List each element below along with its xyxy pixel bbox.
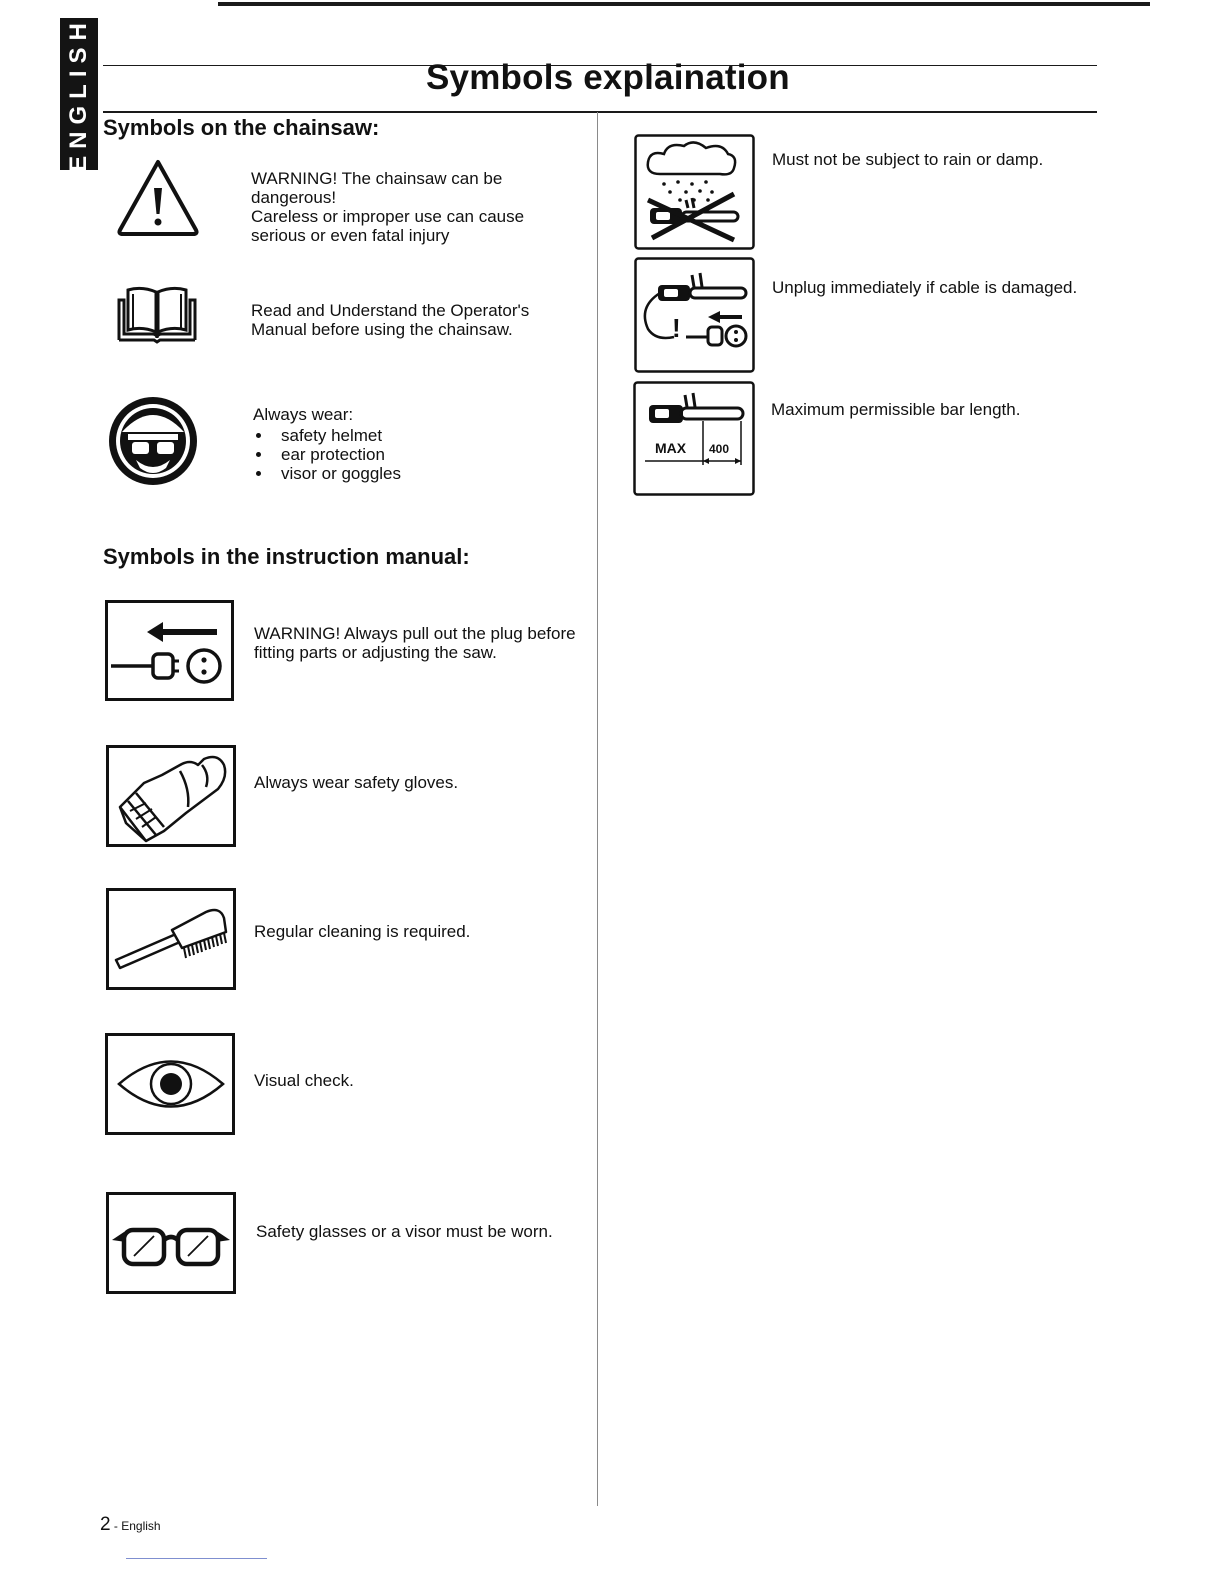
safety-glasses-icon	[106, 1192, 236, 1294]
footer-label: English	[121, 1519, 161, 1533]
manual-item-3-text	[254, 922, 470, 941]
language-tab-label: ENGLISH	[65, 16, 92, 172]
bar-length-value: 400	[709, 442, 730, 456]
no-rain-icon	[634, 134, 755, 250]
language-tab	[60, 18, 98, 170]
manual-item-1-text	[254, 624, 576, 662]
text-line: dangerous!	[251, 188, 337, 207]
text-line: WARNING! The chainsaw can be	[251, 169, 503, 188]
text-line: Visual check.	[254, 1071, 354, 1090]
text-line: Read and Understand the Operator's	[251, 301, 530, 320]
text-line: fitting parts or adjusting the saw.	[254, 643, 497, 662]
page-title: Symbols explaination	[426, 58, 790, 97]
manual-book-icon	[116, 284, 198, 344]
unplug-damaged-cable-icon	[634, 257, 755, 373]
page-footer	[100, 1514, 161, 1536]
chainsaw-item-1-text	[251, 169, 524, 245]
text-line: serious or even fatal injury	[251, 226, 450, 245]
max-bar-length-icon	[633, 381, 755, 496]
right-item-2-text: Unplug immediately if cable is damaged.	[772, 278, 1078, 297]
text-line: Always wear safety gloves.	[254, 773, 459, 792]
protective-gear-icon	[106, 394, 200, 488]
list-item: ear protection	[253, 445, 401, 464]
text-line: Manual before using the chainsaw.	[251, 320, 513, 339]
max-label: MAX	[655, 440, 687, 456]
cleaning-brush-icon	[106, 888, 236, 990]
text-line: Safety glasses or a visor must be worn.	[256, 1222, 553, 1241]
manual-item-2-text	[254, 773, 458, 792]
svg-text:!: !	[672, 313, 681, 343]
footer-rule	[126, 1558, 267, 1559]
right-item-3-text: Maximum permissible bar length.	[771, 400, 1021, 419]
manual-item-4-text	[254, 1071, 354, 1090]
manual-section-heading: Symbols in the instruction manual:	[103, 544, 470, 569]
eye-icon	[105, 1033, 235, 1135]
top-rule	[218, 2, 1150, 6]
protective-gear-list	[253, 426, 401, 483]
text-line: Regular cleaning is required.	[254, 922, 471, 941]
chainsaw-item-2-text	[251, 301, 529, 339]
title-bottom-rule	[103, 111, 1097, 113]
list-item: visor or goggles	[253, 464, 401, 483]
right-item-1-text: Must not be subject to rain or damp.	[772, 150, 1044, 169]
text-line: Always wear:	[253, 405, 354, 424]
text-line: Careless or improper use can cause	[251, 207, 525, 226]
warning-triangle-icon	[116, 158, 200, 236]
footer-separator: -	[110, 1519, 122, 1533]
unplug-icon	[105, 600, 234, 701]
chainsaw-item-3-text	[253, 405, 401, 483]
list-item: safety helmet	[253, 426, 401, 445]
manual-item-5-text	[256, 1222, 553, 1241]
column-divider	[597, 112, 598, 1506]
text-line: WARNING! Always pull out the plug before	[254, 624, 576, 643]
page-number: 2	[100, 1514, 111, 1535]
safety-glove-icon	[106, 745, 236, 847]
chainsaw-section-heading: Symbols on the chainsaw:	[103, 115, 380, 140]
